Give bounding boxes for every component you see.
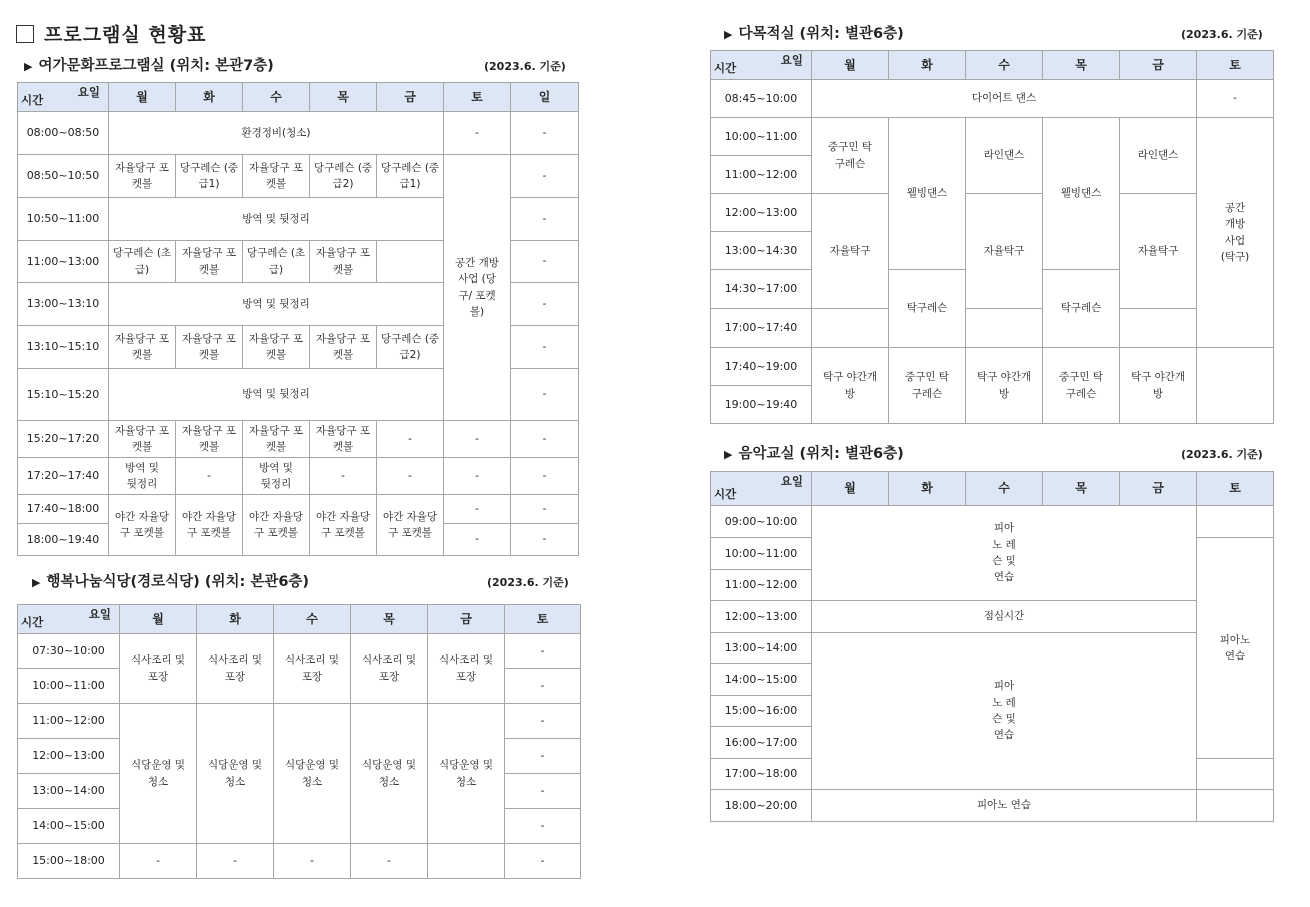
time-cell: 10:00~11:00 bbox=[18, 669, 120, 704]
table-header-row bbox=[18, 605, 581, 634]
day-header: 목 bbox=[310, 83, 377, 112]
time-cell: 15:20~17:20 bbox=[18, 421, 109, 458]
day-header: 토 bbox=[1197, 51, 1274, 80]
schedule-cell: - bbox=[505, 669, 581, 704]
schedule-cell: 피아노 연습 bbox=[812, 790, 1197, 822]
schedule-cell: - bbox=[505, 634, 581, 669]
time-cell: 17:40~18:00 bbox=[18, 495, 109, 524]
time-cell: 17:20~17:40 bbox=[18, 458, 109, 495]
open-space-cell: 공간 개방 사업 (탁구) bbox=[1197, 118, 1274, 348]
day-header: 일 bbox=[511, 83, 579, 112]
time-cell: 07:30~10:00 bbox=[18, 634, 120, 669]
table-header-row bbox=[711, 51, 1274, 80]
schedule-cell: 야간 자율당구 포켓볼 bbox=[243, 495, 310, 556]
page-title bbox=[16, 20, 206, 47]
leisure-as-of: (2023.6. 기준) bbox=[484, 60, 566, 73]
schedule-cell bbox=[812, 309, 889, 348]
schedule-cell: - bbox=[1197, 80, 1274, 118]
schedule-cell: 식사조리 및 포장 bbox=[428, 634, 505, 704]
schedule-cell: 자율탁구 bbox=[812, 194, 889, 309]
schedule-cell: - bbox=[511, 155, 579, 198]
time-cell: 11:00~12:00 bbox=[711, 570, 812, 601]
day-header: 수 bbox=[966, 51, 1043, 80]
schedule-cell: 야간 자율당구 포켓볼 bbox=[310, 495, 377, 556]
schedule-cell: 자율당구 포켓볼 bbox=[109, 421, 176, 458]
schedule-cell: 환경정비(청소) bbox=[109, 112, 444, 155]
table-row bbox=[18, 458, 579, 495]
schedule-cell: 탁구레슨 bbox=[889, 270, 966, 348]
schedule-cell: - bbox=[505, 844, 581, 879]
table-row bbox=[711, 601, 1274, 633]
table-row bbox=[711, 194, 1274, 232]
schedule-cell: 식당운영 및 청소 bbox=[197, 704, 274, 844]
schedule-cell: 자율당구 포켓볼 bbox=[310, 241, 377, 283]
multi-title: ▶ 다목적실 (위치: 별관6층) bbox=[724, 26, 904, 42]
day-header: 토 bbox=[444, 83, 511, 112]
schedule-cell: 당구레슨 (중급1) bbox=[377, 155, 444, 198]
checkbox-icon bbox=[16, 25, 34, 43]
table-row bbox=[18, 844, 581, 879]
schedule-cell: 식사조리 및 포장 bbox=[120, 634, 197, 704]
music-title: ▶ 음악교실 (위치: 별관6층) bbox=[724, 446, 904, 462]
day-header: 월 bbox=[109, 83, 176, 112]
schedule-cell: 웰빙댄스 bbox=[889, 118, 966, 270]
schedule-cell: 점심시간 bbox=[812, 601, 1197, 633]
table-row bbox=[711, 506, 1274, 538]
day-header: 목 bbox=[1043, 472, 1120, 506]
corner-cell: 요일 시간 bbox=[18, 605, 120, 634]
schedule-cell: 중구민 탁구레슨 bbox=[889, 348, 966, 424]
schedule-cell: - bbox=[511, 369, 579, 421]
schedule-cell: 자율당구 포켓볼 bbox=[243, 421, 310, 458]
time-cell: 13:00~13:10 bbox=[18, 283, 109, 326]
schedule-cell: 식당운영 및 청소 bbox=[428, 704, 505, 844]
day-header: 화 bbox=[197, 605, 274, 634]
time-cell: 13:00~14:30 bbox=[711, 232, 812, 270]
time-cell: 17:40~19:00 bbox=[711, 348, 812, 386]
time-cell: 12:00~13:00 bbox=[711, 601, 812, 633]
day-header: 월 bbox=[120, 605, 197, 634]
time-cell: 15:00~16:00 bbox=[711, 696, 812, 727]
schedule-cell: 자율당구 포켓볼 bbox=[176, 421, 243, 458]
day-header: 화 bbox=[889, 51, 966, 80]
schedule-cell: - bbox=[505, 704, 581, 739]
schedule-cell: - bbox=[274, 844, 351, 879]
time-cell: 12:00~13:00 bbox=[711, 194, 812, 232]
time-cell: 19:00~19:40 bbox=[711, 386, 812, 424]
corner-cell: 요일 시간 bbox=[711, 472, 812, 506]
schedule-cell: 자율당구 포켓볼 bbox=[176, 326, 243, 369]
schedule-cell: 야간 자율당구 포켓볼 bbox=[176, 495, 243, 556]
schedule-cell: 라인댄스 bbox=[966, 118, 1043, 194]
schedule-cell: 방역 및 뒷정리 bbox=[109, 458, 176, 495]
schedule-cell: - bbox=[310, 458, 377, 495]
schedule-cell: - bbox=[197, 844, 274, 879]
schedule-cell: 당구레슨 (초급) bbox=[243, 241, 310, 283]
time-cell: 13:10~15:10 bbox=[18, 326, 109, 369]
schedule-cell: - bbox=[377, 421, 444, 458]
schedule-cell: 탁구 야간개방 bbox=[966, 348, 1043, 424]
schedule-cell: 방역 및 뒷정리 bbox=[109, 283, 444, 326]
schedule-cell: - bbox=[444, 421, 511, 458]
day-header: 목 bbox=[351, 605, 428, 634]
time-cell: 14:00~15:00 bbox=[18, 809, 120, 844]
table-row bbox=[711, 80, 1274, 118]
time-cell: 14:30~17:00 bbox=[711, 270, 812, 309]
leisure-title: ▶ 여가문화프로그램실 (위치: 본관7층) bbox=[24, 58, 274, 74]
day-header: 수 bbox=[966, 472, 1043, 506]
day-header: 금 bbox=[1120, 472, 1197, 506]
schedule-cell: 웰빙댄스 bbox=[1043, 118, 1120, 270]
table-header-row bbox=[711, 472, 1274, 506]
leisure-table bbox=[17, 82, 579, 556]
schedule-cell: 탁구레슨 bbox=[1043, 270, 1120, 348]
day-header: 토 bbox=[1197, 472, 1274, 506]
schedule-cell: 식사조리 및 포장 bbox=[274, 634, 351, 704]
schedule-cell: 탁구 야간개방 bbox=[1120, 348, 1197, 424]
schedule-cell: 자율당구 포켓볼 bbox=[109, 326, 176, 369]
day-header: 화 bbox=[889, 472, 966, 506]
schedule-cell: 당구레슨 (중급2) bbox=[377, 326, 444, 369]
canteen-as-of: (2023.6. 기준) bbox=[487, 576, 569, 589]
schedule-cell: 자율당구 포켓볼 bbox=[310, 326, 377, 369]
day-header: 수 bbox=[274, 605, 351, 634]
schedule-cell: 야간 자율당구 포켓볼 bbox=[377, 495, 444, 556]
schedule-cell: - bbox=[511, 458, 579, 495]
table-row bbox=[711, 118, 1274, 156]
open-space-cell: 공간 개방 사업 (당구/ 포켓볼) bbox=[444, 155, 511, 421]
time-cell: 11:00~12:00 bbox=[18, 704, 120, 739]
time-cell: 15:00~18:00 bbox=[18, 844, 120, 879]
table-row bbox=[711, 309, 1274, 348]
time-cell: 14:00~15:00 bbox=[711, 664, 812, 696]
table-row bbox=[18, 634, 581, 669]
day-header: 토 bbox=[505, 605, 581, 634]
schedule-cell bbox=[966, 309, 1043, 348]
table-row bbox=[18, 421, 579, 458]
triangle-icon: ▶ bbox=[24, 60, 33, 73]
triangle-icon: ▶ bbox=[32, 576, 41, 589]
schedule-cell: 자율당구 포켓볼 bbox=[109, 155, 176, 198]
schedule-cell: - bbox=[511, 495, 579, 524]
time-cell: 08:50~10:50 bbox=[18, 155, 109, 198]
schedule-cell bbox=[428, 844, 505, 879]
schedule-cell: - bbox=[511, 283, 579, 326]
time-cell: 17:00~18:00 bbox=[711, 759, 812, 790]
schedule-cell: 자율당구 포켓볼 bbox=[176, 241, 243, 283]
time-cell: 15:10~15:20 bbox=[18, 369, 109, 421]
table-row bbox=[18, 112, 579, 155]
schedule-cell: 중구민 탁구레슨 bbox=[812, 118, 889, 194]
schedule-cell: - bbox=[505, 774, 581, 809]
time-cell: 10:00~11:00 bbox=[711, 118, 812, 156]
schedule-cell: 피아노 레슨 및 연습 bbox=[812, 506, 1197, 601]
schedule-cell: 야간 자율당구 포켓볼 bbox=[109, 495, 176, 556]
multi-table bbox=[710, 50, 1274, 424]
schedule-cell: 식사조리 및 포장 bbox=[351, 634, 428, 704]
music-as-of: (2023.6. 기준) bbox=[1181, 448, 1263, 461]
time-cell: 18:00~20:00 bbox=[711, 790, 812, 822]
schedule-cell: 자율탁구 bbox=[966, 194, 1043, 309]
schedule-cell: 다이어트 댄스 bbox=[812, 80, 1197, 118]
schedule-cell: - bbox=[444, 524, 511, 556]
schedule-cell: - bbox=[444, 458, 511, 495]
page-title-text: 프로그램실 현황표 bbox=[44, 24, 207, 46]
table-row bbox=[18, 155, 579, 198]
triangle-icon: ▶ bbox=[724, 448, 733, 461]
day-header: 월 bbox=[812, 472, 889, 506]
time-cell: 13:00~14:00 bbox=[711, 633, 812, 664]
schedule-cell: - bbox=[444, 495, 511, 524]
day-header: 월 bbox=[812, 51, 889, 80]
corner-cell: 요일 시간 bbox=[711, 51, 812, 80]
schedule-cell: - bbox=[377, 458, 444, 495]
schedule-cell: - bbox=[511, 524, 579, 556]
time-cell: 09:00~10:00 bbox=[711, 506, 812, 538]
time-cell: 12:00~13:00 bbox=[18, 739, 120, 774]
schedule-cell: 방역 및 뒷정리 bbox=[109, 198, 444, 241]
schedule-cell bbox=[1197, 790, 1274, 822]
corner-cell: 요일 시간 bbox=[18, 83, 109, 112]
table-header-row bbox=[18, 83, 579, 112]
schedule-cell: - bbox=[176, 458, 243, 495]
time-cell: 10:50~11:00 bbox=[18, 198, 109, 241]
schedule-cell: 피아노 레슨 및 연습 bbox=[812, 633, 1197, 790]
schedule-cell bbox=[1197, 759, 1274, 790]
triangle-icon: ▶ bbox=[724, 28, 733, 41]
schedule-cell: - bbox=[444, 112, 511, 155]
time-cell: 18:00~19:40 bbox=[18, 524, 109, 556]
time-cell: 17:00~17:40 bbox=[711, 309, 812, 348]
schedule-cell: 식사조리 및 포장 bbox=[197, 634, 274, 704]
schedule-cell: 자율당구 포켓볼 bbox=[243, 155, 310, 198]
day-header: 화 bbox=[176, 83, 243, 112]
schedule-cell: 당구레슨 (초급) bbox=[109, 241, 176, 283]
schedule-cell: 자율탁구 bbox=[1120, 194, 1197, 309]
schedule-cell: 식당운영 및 청소 bbox=[274, 704, 351, 844]
schedule-cell: - bbox=[511, 241, 579, 283]
schedule-cell: 자율당구 포켓볼 bbox=[243, 326, 310, 369]
day-header: 금 bbox=[1120, 51, 1197, 80]
schedule-cell bbox=[377, 241, 444, 283]
schedule-cell: - bbox=[511, 112, 579, 155]
day-header: 목 bbox=[1043, 51, 1120, 80]
day-header: 수 bbox=[243, 83, 310, 112]
schedule-cell bbox=[1120, 309, 1197, 348]
schedule-cell: 자율당구 포켓볼 bbox=[310, 421, 377, 458]
time-cell: 10:00~11:00 bbox=[711, 538, 812, 570]
multi-as-of: (2023.6. 기준) bbox=[1181, 28, 1263, 41]
table-row bbox=[18, 704, 581, 739]
schedule-cell: 당구레슨 (중급1) bbox=[176, 155, 243, 198]
schedule-cell: - bbox=[505, 809, 581, 844]
schedule-cell: - bbox=[511, 198, 579, 241]
schedule-cell: 식당운영 및 청소 bbox=[120, 704, 197, 844]
time-cell: 11:00~12:00 bbox=[711, 156, 812, 194]
schedule-cell: - bbox=[511, 421, 579, 458]
schedule-cell: 방역 및 뒷정리 bbox=[109, 369, 444, 421]
table-row bbox=[18, 495, 579, 524]
table-row bbox=[711, 790, 1274, 822]
schedule-cell: 라인댄스 bbox=[1120, 118, 1197, 194]
schedule-cell: - bbox=[120, 844, 197, 879]
schedule-cell: 피아노 연습 bbox=[1197, 538, 1274, 759]
schedule-cell: 방역 및 뒷정리 bbox=[243, 458, 310, 495]
schedule-cell: 식당운영 및 청소 bbox=[351, 704, 428, 844]
table-row bbox=[711, 633, 1274, 664]
schedule-cell bbox=[1197, 348, 1274, 424]
schedule-cell: 탁구 야간개방 bbox=[812, 348, 889, 424]
time-cell: 11:00~13:00 bbox=[18, 241, 109, 283]
schedule-cell bbox=[1197, 506, 1274, 538]
canteen-table bbox=[17, 604, 581, 879]
time-cell: 13:00~14:00 bbox=[18, 774, 120, 809]
time-cell: 08:00~08:50 bbox=[18, 112, 109, 155]
day-header: 금 bbox=[377, 83, 444, 112]
schedule-cell: - bbox=[505, 739, 581, 774]
table-row bbox=[711, 348, 1274, 386]
time-cell: 16:00~17:00 bbox=[711, 727, 812, 759]
schedule-cell: 중구민 탁구레슨 bbox=[1043, 348, 1120, 424]
time-cell: 08:45~10:00 bbox=[711, 80, 812, 118]
schedule-cell: 당구레슨 (중급2) bbox=[310, 155, 377, 198]
canteen-title: ▶ 행복나눔식당(경로식당) (위치: 본관6층) bbox=[32, 574, 310, 590]
day-header: 금 bbox=[428, 605, 505, 634]
schedule-cell: - bbox=[351, 844, 428, 879]
schedule-cell: - bbox=[511, 326, 579, 369]
music-table bbox=[710, 471, 1274, 822]
